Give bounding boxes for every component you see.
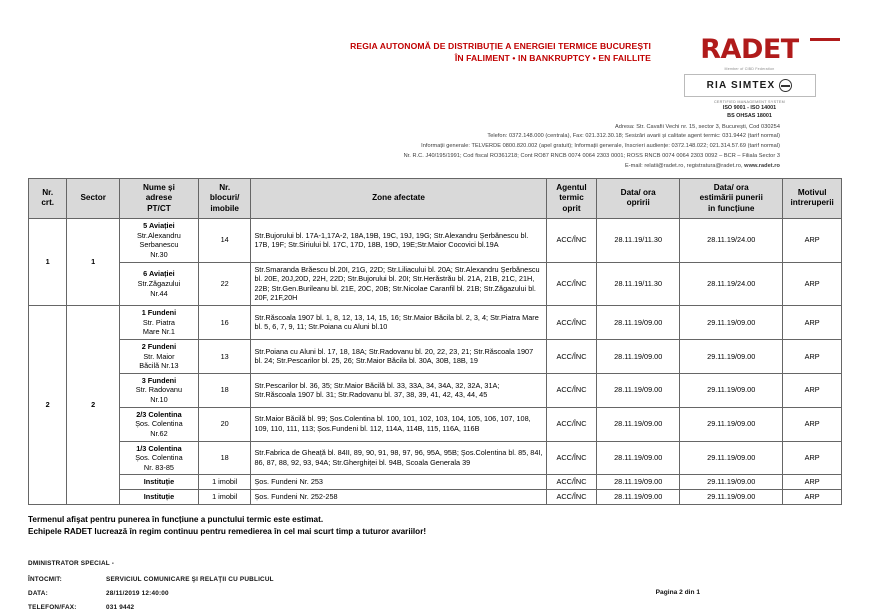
certification-body-name: RIA SIMTEX — [706, 80, 776, 91]
cell-interruption-reason: ARP — [783, 441, 842, 475]
cell-stop-datetime: 28.11.19/09.00 — [597, 490, 680, 505]
cell-estimated-datetime: 29.11.19/09.00 — [680, 475, 783, 490]
prepared-by-value: SERVICIUL COMUNICARE ŞI RELAŢII CU PUBLICUL — [106, 576, 274, 584]
company-name-line1: REGIA AUTONOMĂ DE DISTRIBUȚIE A ENERGIEI TERMICE BUCUREȘTI — [350, 41, 651, 51]
cell-estimated-datetime: 29.11.19/09.00 — [680, 407, 783, 441]
column-header-line: oprit — [562, 203, 581, 213]
cell-sector: 1 — [67, 219, 120, 306]
cell-estimated-datetime: 29.11.19/09.00 — [680, 441, 783, 475]
cell-thermal-agent: ACC/ÎNC — [546, 490, 597, 505]
cell-stop-datetime: 28.11.19/09.00 — [597, 339, 680, 373]
cell-pt-name-address — [120, 407, 199, 441]
pt-address-line: Șos. Colentina — [135, 453, 183, 463]
cell-zone-affected: Str.Fabrica de Gheață bl. 84II, 89, 90, 91, 98, 97, 96, 95A, 95B; Șos.Colentina bl. 85, 84I, 86, 87, 88, 92, 93, 94A; Str.Gherghiței bl. 94B, Scoala Generala 39 — [251, 441, 546, 475]
iso-line-2: BS OHSAS 18001 — [727, 113, 772, 120]
cell-blocks-count: 1 imobil — [198, 475, 251, 490]
iso-line-1: ISO 9001 - ISO 14001 — [722, 105, 777, 111]
contact-info-general: Informații generale: TELVERDE 0800.820.002 (apel gratuit); Informații generale, înscrieri audiențe: 0372.148.022; 021.314.57.69 (tarif normal) — [421, 143, 780, 150]
column-header-line: Motivul — [797, 187, 827, 197]
contact-phone: Telefon: 0372.148.000 (centrala), Fax: 021.312.30.18; Sesizări avarii și calitate agent termic: 031.9442 (tarif normal) — [487, 133, 780, 140]
cell-thermal-agent: ACC/ÎNC — [546, 407, 597, 441]
cell-blocks-count: 20 — [198, 407, 251, 441]
table-row — [29, 262, 842, 306]
pt-address-line: Nr.44 — [150, 288, 168, 298]
cell-stop-datetime: 28.11.19/09.00 — [597, 373, 680, 407]
pt-name: 2 Fundeni — [141, 341, 177, 351]
column-header-line: adrese — [145, 193, 173, 202]
cell-zone-affected: Șos. Fundeni Nr. 253 — [251, 475, 546, 490]
cell-stop-datetime: 28.11.19/09.00 — [597, 306, 680, 340]
cell-interruption-reason: ARP — [783, 306, 842, 340]
contact-email-line — [0, 162, 780, 172]
cell-pt-name-address — [120, 339, 199, 373]
cell-estimated-datetime: 29.11.19/09.00 — [680, 306, 783, 340]
pt-address-line: Str.Zăgazului — [137, 278, 181, 288]
administrator-line: DMINISTRATOR SPECIAL - — [28, 560, 115, 568]
column-header-4 — [251, 178, 546, 219]
cell-thermal-agent: ACC/ÎNC — [546, 262, 597, 306]
cell-interruption-reason: ARP — [783, 475, 842, 490]
cell-interruption-reason: ARP — [783, 490, 842, 505]
column-header-line: crt. — [41, 198, 55, 208]
table-row — [29, 339, 842, 373]
pt-address-line: Nr.10 — [150, 395, 168, 404]
pt-name: 5 Aviației — [143, 221, 175, 230]
phone-row — [28, 604, 842, 611]
header-title-block — [28, 36, 657, 65]
pt-name: 1 Fundeni — [141, 308, 177, 317]
cell-thermal-agent: ACC/ÎNC — [546, 306, 597, 340]
column-header-line: Nr. — [42, 187, 54, 197]
cell-thermal-agent: ACC/ÎNC — [546, 219, 597, 263]
cell-estimated-datetime: 29.11.19/09.00 — [680, 490, 783, 505]
outage-table-wrap — [0, 172, 870, 505]
column-header-line: Agentul — [556, 182, 587, 192]
note-line-1: Termenul afişat pentru punerea în funcțiune a punctului termic este estimat. — [28, 514, 324, 524]
table-row — [29, 441, 842, 475]
contact-email: E-mail: relatii@radet.ro, registratura@radet.ro, — [624, 162, 745, 169]
pt-address-line: Serbanescu — [139, 240, 179, 250]
table-header-row — [29, 178, 842, 219]
cell-interruption-reason: ARP — [783, 262, 842, 306]
cell-estimated-datetime: 28.11.19/24.00 — [680, 262, 783, 306]
globe-icon — [779, 79, 792, 92]
cell-stop-datetime: 28.11.19/09.00 — [597, 407, 680, 441]
pt-name: 6 Aviației — [143, 269, 175, 279]
cell-thermal-agent: ACC/ÎNC — [546, 373, 597, 407]
contact-info-block — [0, 121, 870, 172]
cell-pt-name-address — [120, 441, 199, 475]
date-value: 28/11/2019 12:40:00 — [106, 590, 169, 598]
note-line-2: Echipele RADET lucrează în regim continuu pentru remedierea în cel mai scurt timp a tuturor avariilor! — [28, 526, 427, 536]
column-header-5 — [546, 178, 597, 219]
cell-zone-affected: Șos. Fundeni Nr. 252-258 — [251, 490, 546, 505]
pt-address-line: Nr.62 — [150, 428, 168, 438]
prepared-by-label: ÎNTOCMIT: — [28, 576, 62, 584]
logo-subtext: Member of CIBD Federation — [724, 67, 775, 71]
column-header-3 — [198, 178, 251, 219]
company-name — [28, 40, 657, 65]
pt-name: Instituție — [143, 477, 175, 487]
logo-accent-bar — [810, 38, 840, 41]
contact-website[interactable]: www.radet.ro — [744, 162, 780, 169]
pt-address-line: Str. Radovanu — [135, 385, 183, 395]
cell-interruption-reason: ARP — [783, 219, 842, 263]
cell-nr-crt: 1 — [29, 219, 67, 306]
page-indicator: Pagina 2 din 1 — [655, 589, 700, 597]
table-row — [29, 490, 842, 505]
cell-stop-datetime: 28.11.19/09.00 — [597, 441, 680, 475]
column-header-line: opririi — [626, 198, 650, 208]
logo-block — [657, 36, 842, 121]
column-header-line: Sector — [80, 193, 106, 202]
contact-registration: Nr. R.C. J40/195/1991; Cod fiscal RO361218; Cont RO87 RNCB 0074 0064 2303 0001; ROSS RNCB 0074 0064 2303 0092 – BCR – Filiala Sector 3 — [403, 152, 780, 159]
cell-zone-affected: Str.Poiana cu Aluni bl. 17, 18, 18A; Str.Radovanu bl. 20, 22, 23, 21; Str.Răscoala 1907 bl. 24; Str.Pescarilor bl. 25, 26; Str.Maior Băcila bl. 30A, 30B, 18B, 19 — [251, 339, 546, 373]
radet-logo-text: RADET — [700, 34, 799, 65]
cell-pt-name-address — [120, 262, 199, 306]
company-name-line2: ÎN FALIMENT • IN BANKRUPTCY • EN FAILLITE — [454, 53, 651, 64]
cell-sector: 2 — [67, 306, 120, 505]
date-row — [28, 590, 842, 597]
table-row — [29, 373, 842, 407]
pt-address-line: Str. Maior — [143, 351, 175, 361]
column-header-line: Zone afectate — [372, 193, 425, 202]
column-header-0 — [29, 178, 67, 219]
column-header-line: Nume și — [143, 182, 175, 192]
pt-name: 1/3 Colentina — [136, 443, 182, 453]
column-header-line: imobile — [210, 203, 239, 213]
table-row — [29, 306, 842, 340]
prepared-by-row — [28, 576, 842, 583]
cell-interruption-reason: ARP — [783, 339, 842, 373]
column-header-8 — [783, 178, 842, 219]
pt-address-line: Str. Piatra — [142, 317, 175, 327]
signoff-block — [0, 538, 870, 611]
table-row — [29, 407, 842, 441]
column-header-1 — [67, 178, 120, 219]
cell-blocks-count: 18 — [198, 441, 251, 475]
cell-pt-name-address — [120, 475, 199, 490]
cell-blocks-count: 16 — [198, 306, 251, 340]
table-row — [29, 219, 842, 263]
outage-table — [28, 178, 842, 505]
pt-address-line: Nr. 83-85 — [143, 462, 174, 472]
document-header — [0, 0, 870, 121]
cell-pt-name-address — [120, 373, 199, 407]
cell-zone-affected: Str.Răscoala 1907 bl. 1, 8, 12, 13, 14, 15, 16; Str.Maior Băcila bl. 2, 3, 4; Str.Piatra Mare bl. 5, 6, 7, 9, 11; Str.Poiana cu Aluni bl.10 — [251, 306, 546, 340]
cell-estimated-datetime: 29.11.19/09.00 — [680, 339, 783, 373]
pt-address-line: Băcilă Nr.13 — [139, 361, 179, 371]
pt-name: Instituție — [143, 492, 175, 501]
contact-address: Adresa: Str. Cavafii Vechi nr. 15, sector 3, București, Cod 030254 — [615, 123, 780, 130]
column-header-line: Data/ ora — [620, 187, 656, 197]
radet-logo — [657, 36, 842, 66]
column-header-line: Nr. — [219, 182, 231, 192]
cell-thermal-agent: ACC/ÎNC — [546, 339, 597, 373]
footer-notes — [0, 505, 870, 539]
cell-zone-affected: Str.Pescarilor bl. 36, 35; Str.Maior Băcilă bl. 33, 33A, 34, 34A, 32, 32A, 31A; Str.Răscoala 1907 bl. 31; Str.Radovanu bl. 37, 38, 39, 41, 42, 43, 44, 45 — [251, 373, 546, 407]
column-header-line: Data/ ora — [713, 182, 749, 192]
certification-caption: CERTIFIED MANAGEMENT SYSTEM — [713, 100, 786, 104]
pt-address-line: Mare Nr.1 — [142, 327, 175, 337]
cell-nr-crt: 2 — [29, 306, 67, 505]
cell-pt-name-address — [120, 219, 199, 263]
column-header-line: intreruperii — [790, 198, 834, 208]
pt-name: 2/3 Colentina — [136, 409, 182, 419]
pt-address-line: Nr.30 — [150, 249, 168, 259]
cell-blocks-count: 14 — [198, 219, 251, 263]
cell-zone-affected: Str.Bujorului bl. 17A-1,17A-2, 18A,19B, 19C, 19J, 19G; Str.Alexandru Șerbănescu bl. 17B, 19F; Str.Siriului bl. 17C, 17D, 18B, 19D, 19E;Str.Maior Cocovici bl.19A — [251, 219, 546, 263]
column-header-7 — [680, 178, 783, 219]
table-row — [29, 475, 842, 490]
cell-thermal-agent: ACC/ÎNC — [546, 441, 597, 475]
date-label: DATA: — [28, 590, 48, 598]
cell-pt-name-address — [120, 306, 199, 340]
cell-stop-datetime: 28.11.19/11.30 — [597, 219, 680, 263]
phone-value: 031 9442 — [106, 604, 135, 611]
column-header-line: blocuri/ — [209, 193, 240, 202]
table-body — [29, 219, 842, 505]
pt-address-line: Str.Alexandru — [137, 230, 181, 240]
cell-interruption-reason: ARP — [783, 373, 842, 407]
pt-address-line: Șos. Colentina — [135, 419, 183, 429]
cell-blocks-count: 1 imobil — [198, 490, 251, 505]
column-header-line: termic — [559, 193, 584, 202]
cell-blocks-count: 13 — [198, 339, 251, 373]
column-header-line: estimării punerii — [699, 193, 763, 202]
cell-thermal-agent: ACC/ÎNC — [546, 475, 597, 490]
column-header-line: in funcțiune — [708, 203, 755, 213]
cell-zone-affected: Str.Smaranda Brăescu bl.20I, 21G, 22D; Str.Liliacului bl. 20A; Str.Alexandru Șerbănescu bl. 20E, 20J,20D, 22H, 22D; Str.Bujorului bl. 20I; Str.Herăstrău bl. 21A, 21B, 21C, 21H, 22B; Str.Gen.Burileanu bl. 21E, 20C, 20B; Str.Nicolae Caranfil bl. 21B; Str.Zăgazului bl. 20F, 21F,20H — [251, 262, 546, 306]
cell-zone-affected: Str.Maior Băcilă bl. 99; Șos.Colentina bl. 100, 101, 102, 103, 104, 105, 106, 107, 108, 109, 110, 111, 113; Șos.Fundeni bl. 112, 114A, 114B, 115, 116A, 116B — [251, 407, 546, 441]
phone-label: TELEFON/FAX: — [28, 604, 77, 611]
cell-estimated-datetime: 29.11.19/09.00 — [680, 373, 783, 407]
column-header-2 — [120, 178, 199, 219]
cell-stop-datetime: 28.11.19/11.30 — [597, 262, 680, 306]
cell-pt-name-address — [120, 490, 199, 505]
certification-badge — [684, 74, 816, 97]
column-header-6 — [597, 178, 680, 219]
cell-stop-datetime: 28.11.19/09.00 — [597, 475, 680, 490]
cell-blocks-count: 18 — [198, 373, 251, 407]
column-header-line: PT/CT — [147, 203, 171, 213]
cell-blocks-count: 22 — [198, 262, 251, 306]
cell-interruption-reason: ARP — [783, 407, 842, 441]
cell-estimated-datetime: 28.11.19/24.00 — [680, 219, 783, 263]
pt-name: 3 Fundeni — [141, 375, 177, 385]
